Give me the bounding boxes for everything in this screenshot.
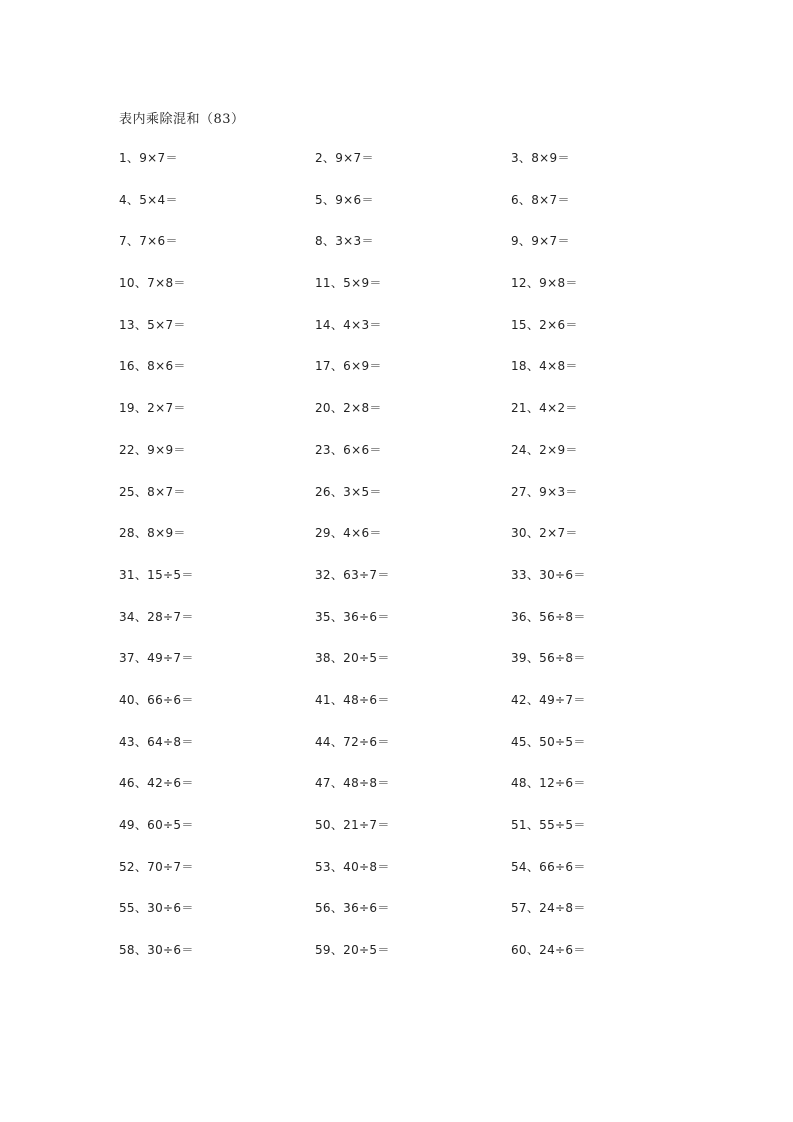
problem-item: 11、5×9＝ [315, 276, 382, 291]
problem-item: 19、2×7＝ [119, 401, 186, 416]
problem-item: 33、30÷6＝ [511, 567, 586, 582]
problem-item: 31、15÷5＝ [119, 567, 194, 582]
problem-item: 13、5×7＝ [119, 317, 186, 332]
problem-item: 10、7×8＝ [119, 276, 186, 291]
problem-item: 2、9×7＝ [315, 151, 374, 165]
problem-grid [119, 149, 719, 983]
problem-item: 3、8×9＝ [511, 151, 570, 165]
problem-item: 25、8×7＝ [119, 484, 186, 499]
problem-item: 49、60÷5＝ [119, 818, 194, 832]
problem-item: 40、66÷6＝ [119, 692, 194, 707]
problem-item: 12、9×8＝ [511, 276, 578, 291]
problem-item: 15、2×6＝ [511, 317, 578, 332]
problem-item: 36、56÷8＝ [511, 609, 586, 624]
problem-item: 35、36÷6＝ [315, 609, 390, 624]
problem-item: 1、9×7＝ [119, 151, 178, 165]
problem-item: 9、9×7＝ [511, 234, 570, 249]
problem-item: 57、24÷8＝ [511, 901, 586, 916]
problem-item: 50、21÷7＝ [315, 818, 390, 832]
problem-item: 46、42÷6＝ [119, 776, 194, 791]
problem-item: 48、12÷6＝ [511, 776, 586, 791]
problem-item: 53、40÷8＝ [315, 859, 390, 874]
problem-item: 47、48÷8＝ [315, 776, 390, 791]
problem-item: 4、5×4＝ [119, 192, 178, 207]
problem-item: 23、6×6＝ [315, 442, 382, 457]
problem-item: 52、70÷7＝ [119, 859, 194, 874]
page-title: 表内乘除混和（83） [119, 112, 245, 127]
problem-item: 16、8×6＝ [119, 359, 186, 374]
problem-item: 14、4×3＝ [315, 317, 382, 332]
problem-item: 7、7×6＝ [119, 234, 178, 249]
problem-item: 43、64÷8＝ [119, 734, 194, 749]
problem-item: 26、3×5＝ [315, 484, 382, 499]
problem-item: 51、55÷5＝ [511, 818, 586, 832]
problem-item: 6、8×7＝ [511, 192, 570, 207]
problem-item: 42、49÷7＝ [511, 692, 586, 707]
problem-item: 21、4×2＝ [511, 401, 578, 416]
problem-item: 30、2×7＝ [511, 526, 578, 541]
problem-item: 60、24÷6＝ [511, 943, 586, 958]
problem-item: 28、8×9＝ [119, 526, 186, 541]
problem-item: 56、36÷6＝ [315, 901, 390, 916]
problem-item: 8、3×3＝ [315, 234, 374, 249]
problem-item: 18、4×8＝ [511, 359, 578, 374]
problem-item: 20、2×8＝ [315, 401, 382, 416]
problem-item: 39、56÷8＝ [511, 651, 586, 666]
problem-item: 34、28÷7＝ [119, 609, 194, 624]
problem-item: 44、72÷6＝ [315, 734, 390, 749]
problem-item: 27、9×3＝ [511, 484, 578, 499]
problem-item: 32、63÷7＝ [315, 567, 390, 582]
problem-item: 37、49÷7＝ [119, 651, 194, 666]
problem-item: 45、50÷5＝ [511, 734, 586, 749]
problem-item: 5、9×6＝ [315, 192, 374, 207]
problem-item: 29、4×6＝ [315, 526, 382, 541]
problem-item: 58、30÷6＝ [119, 943, 194, 958]
problem-item: 55、30÷6＝ [119, 901, 194, 916]
problem-item: 59、20÷5＝ [315, 943, 390, 958]
problem-item: 41、48÷6＝ [315, 692, 390, 707]
problem-item: 38、20÷5＝ [315, 651, 390, 666]
problem-item: 54、66÷6＝ [511, 859, 586, 874]
problem-item: 17、6×9＝ [315, 359, 382, 374]
problem-item: 24、2×9＝ [511, 442, 578, 457]
problem-item: 22、9×9＝ [119, 442, 186, 457]
